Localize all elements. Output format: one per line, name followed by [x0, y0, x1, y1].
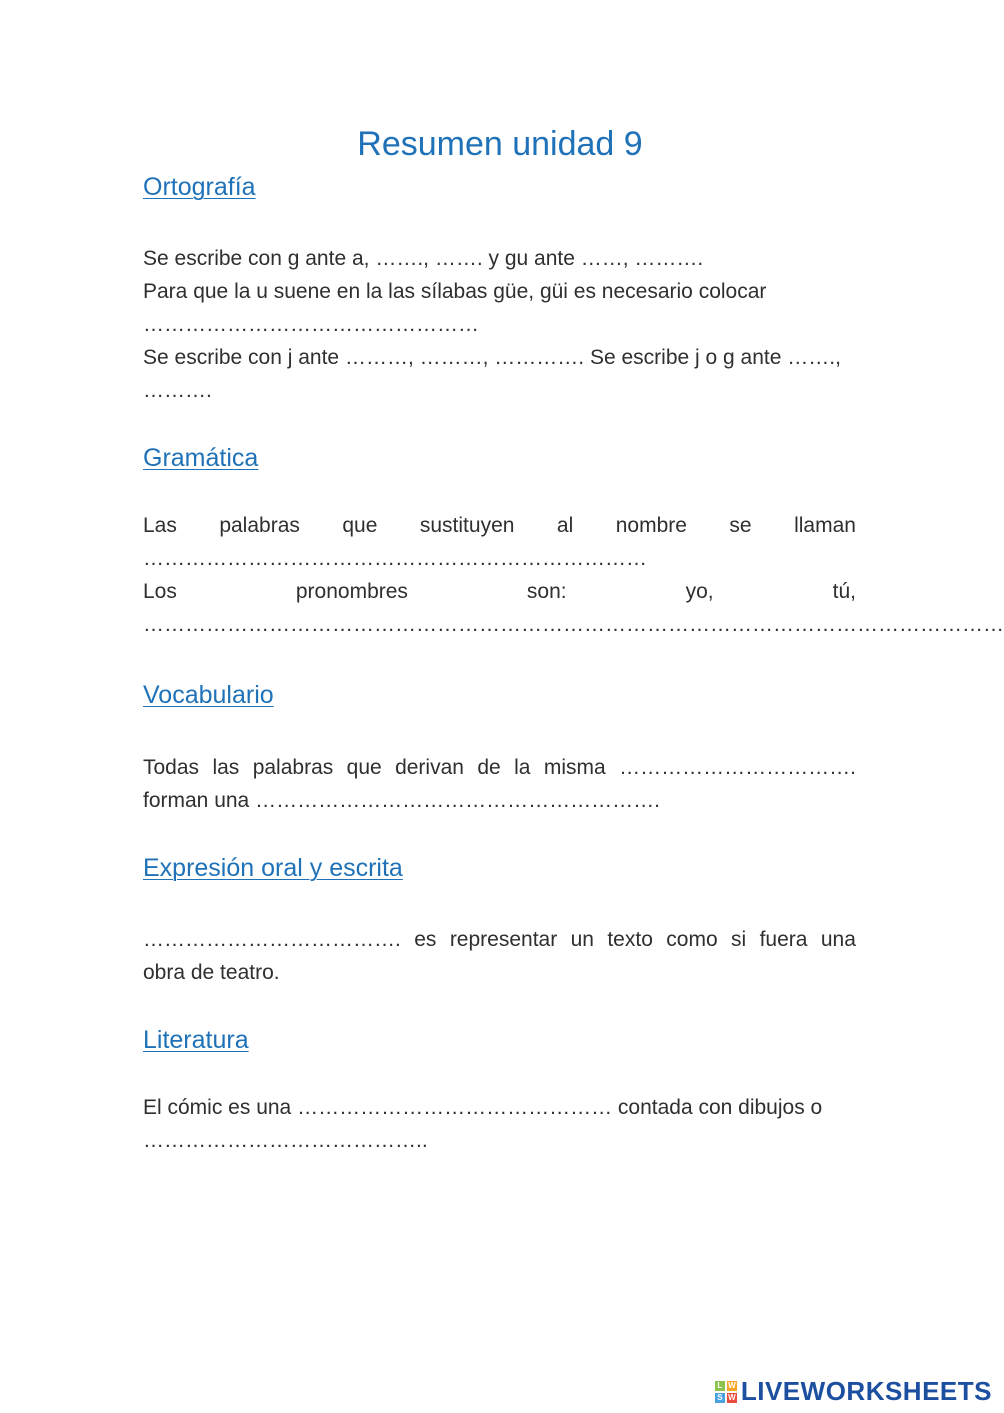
word: pronombres [295, 580, 408, 603]
expresion-line-1 [143, 923, 856, 956]
ortografia-line-5: ………. [143, 379, 212, 402]
word: que [346, 756, 382, 779]
word: de [477, 756, 501, 779]
gramatica-paragraph [143, 509, 1004, 641]
word: un [570, 928, 594, 951]
word: nombre [615, 514, 687, 537]
word: texto [607, 928, 653, 951]
ortografia-line-2: Para que la u suene en la las sílabas güe, güi es necesario colocar [143, 280, 767, 303]
heading-vocabulario: Vocabulario [143, 681, 274, 709]
word: palabras [252, 756, 334, 779]
heading-gramatica: Gramática [143, 444, 259, 472]
vocabulario-line-1 [143, 751, 856, 784]
ortografia-line-4: Se escribe con j ante ………, ………, …………. Se escribe j o g ante ……., [143, 346, 841, 369]
logo-square-3: S [715, 1393, 725, 1403]
heading-expresion: Expresión oral y escrita [143, 854, 403, 882]
word: se [729, 514, 752, 537]
word: que [342, 514, 378, 537]
word: ……………………………. [619, 756, 856, 779]
expresion-line-2: obra de teatro. [143, 961, 280, 984]
ortografia-line-1: Se escribe con g ante a, ……., ……. y gu ante ……, ………. [143, 247, 704, 270]
word: fuera [759, 928, 808, 951]
liveworksheets-logo-icon [715, 1381, 737, 1403]
literatura-paragraph [143, 1091, 856, 1157]
word: es [414, 928, 437, 951]
logo-square-1: L [715, 1381, 725, 1391]
word: Los [143, 580, 177, 603]
word: Todas [143, 756, 200, 779]
word: representar [449, 928, 558, 951]
word: como [666, 928, 718, 951]
liveworksheets-logo[interactable] [715, 1376, 992, 1407]
word: son: [526, 580, 567, 603]
word: una [820, 928, 856, 951]
gramatica-line-1 [143, 509, 856, 542]
word: misma [543, 756, 606, 779]
word: yo, [685, 580, 714, 603]
literatura-line-1: El cómic es una ……………………………………… contada con dibujos o [143, 1096, 823, 1119]
word: si [731, 928, 747, 951]
heading-literatura: Literatura [143, 1026, 249, 1054]
gramatica-line-3 [143, 575, 856, 608]
word: derivan [395, 756, 464, 779]
word: ………………………………. [143, 928, 401, 951]
ortografia-line-3: ………………………………………… [143, 313, 479, 336]
logo-brand-text: LIVEWORKSHEETS [740, 1376, 992, 1406]
heading-ortografia: Ortografía [143, 173, 256, 201]
gramatica-line-4: …………………………………………………………………………………………………………… [143, 613, 1004, 636]
word: tú, [832, 580, 856, 603]
word: llaman [794, 514, 856, 537]
expresion-paragraph [143, 923, 856, 989]
gramatica-line-2: ……………………………………………………………… [143, 547, 647, 570]
literatura-line-2: ………………………………….. [143, 1129, 428, 1152]
word: Las [143, 514, 177, 537]
logo-square-2: W [728, 1380, 736, 1390]
word: al [556, 514, 574, 537]
page-title: Resumen unidad 9 [357, 125, 643, 163]
vocabulario-paragraph [143, 751, 856, 817]
vocabulario-line-2: forman una …………………………………………………. [143, 789, 660, 812]
word: sustituyen [419, 514, 515, 537]
word: las [212, 756, 240, 779]
word: la [514, 756, 531, 779]
word: palabras [219, 514, 300, 537]
ortografia-paragraph [143, 242, 856, 407]
logo-square-4: W [728, 1392, 736, 1402]
